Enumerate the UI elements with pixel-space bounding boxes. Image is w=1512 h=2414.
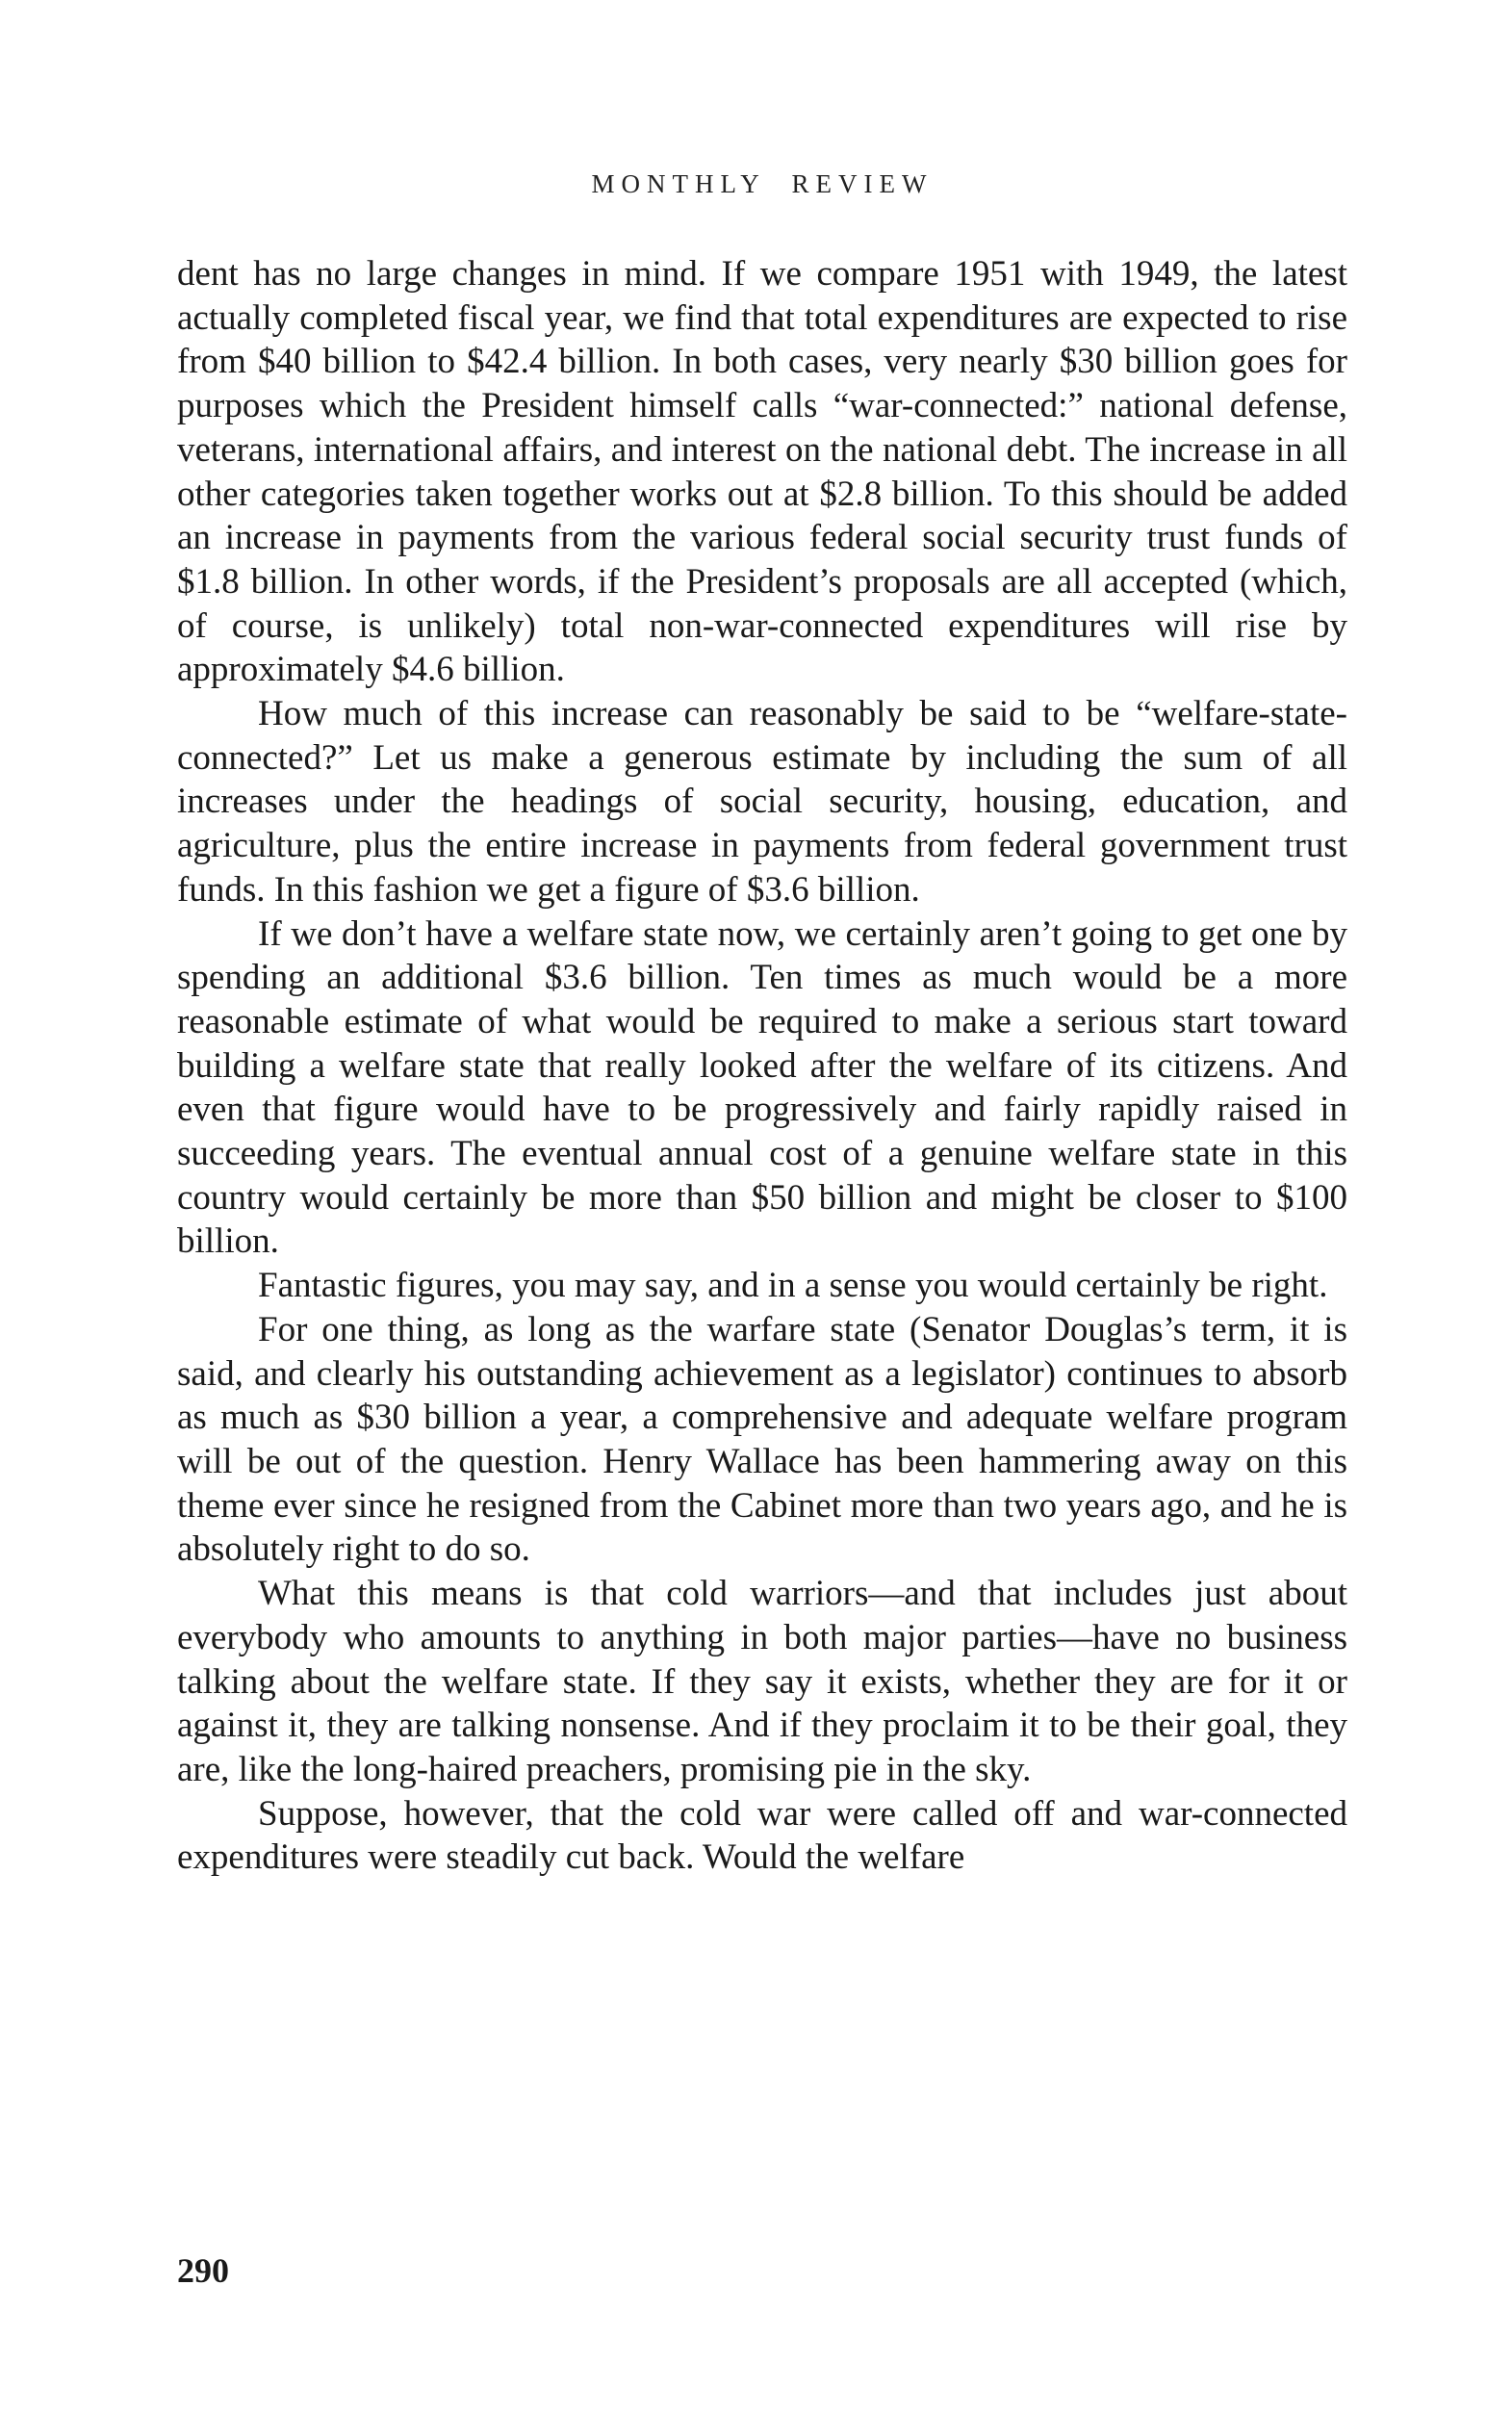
paragraph-5: For one thing, as long as the warfare state (Senator Douglas’s term, it is said, and clearly his outstanding achievement as a legislator) continues to absorb as much as $30 billion a year, a comprehensive and adequate welfare program will be out of the question. Henry Wallace has been hammering away on this theme ever since he resigned from the Cabinet more than two years ago, and he is absolutely right to do so.: [177, 1309, 1347, 1570]
paragraph-6: What this means is that cold warriors—and that includes just about everybody who amounts to anything in both major parties—have no business talking about the welfare state. If they say it exists, whether they are for it or against it, they are talking nonsense. And if they proclaim it to be their goal, they are, like the long-haired preachers, promising pie in the sky.: [177, 1574, 1347, 1789]
paragraph-3: If we don’t have a welfare state now, we certainly aren’t going to get one by spending an additional $3.6 billion. Ten times as much would be a more reasonable estimate of what would be required to make a serious start toward building a welfare state that really looked after the welfare of its citizens. And even that figure would have to be progressively and fairly rapidly raised in succeeding years. The eventual annual cost of a genuine welfare state in this country would certainly be more than $50 billion and might be closer to $100 billion.: [177, 913, 1347, 1262]
article-body: [177, 252, 1347, 1880]
running-head: MONTHLY REVIEW: [591, 169, 934, 198]
page-number: 290: [177, 2251, 229, 2290]
paragraph-4: Fantastic figures, you may say, and in a sense you would certainly be right.: [258, 1266, 1328, 1306]
paragraph-2: How much of this increase can reasonably be said to be “welfare-state-connected?” Let us make a generous estimate by including the sum of all increases under the headings of social security, housing, education, and agriculture, plus the entire increase in payments from federal government trust funds. In this fashion we get a figure of $3.6 billion.: [177, 694, 1347, 910]
paragraph-7: Suppose, however, that the cold war were called off and war-connected expenditures were steadily cut back. Would the welfare: [177, 1793, 1347, 1878]
paragraph-1: dent has no large changes in mind. If we compare 1951 with 1949, the latest actually completed fiscal year, we find that total expenditures are expected to rise from $40 billion to $42.4 billion. In both cases, very nearly $30 billion goes for purposes which the President himself calls “war-connected:” national defense, veterans, international affairs, and interest on the national debt. The increase in all other categories taken together works out at $2.8 billion. To this should be added an increase in payments from the various federal social security trust funds of $1.8 billion. In other words, if the President’s proposals are all accepted (which, of course, is unlikely) total non-war-connected expenditures will rise by approximately $4.6 billion.: [177, 254, 1347, 690]
